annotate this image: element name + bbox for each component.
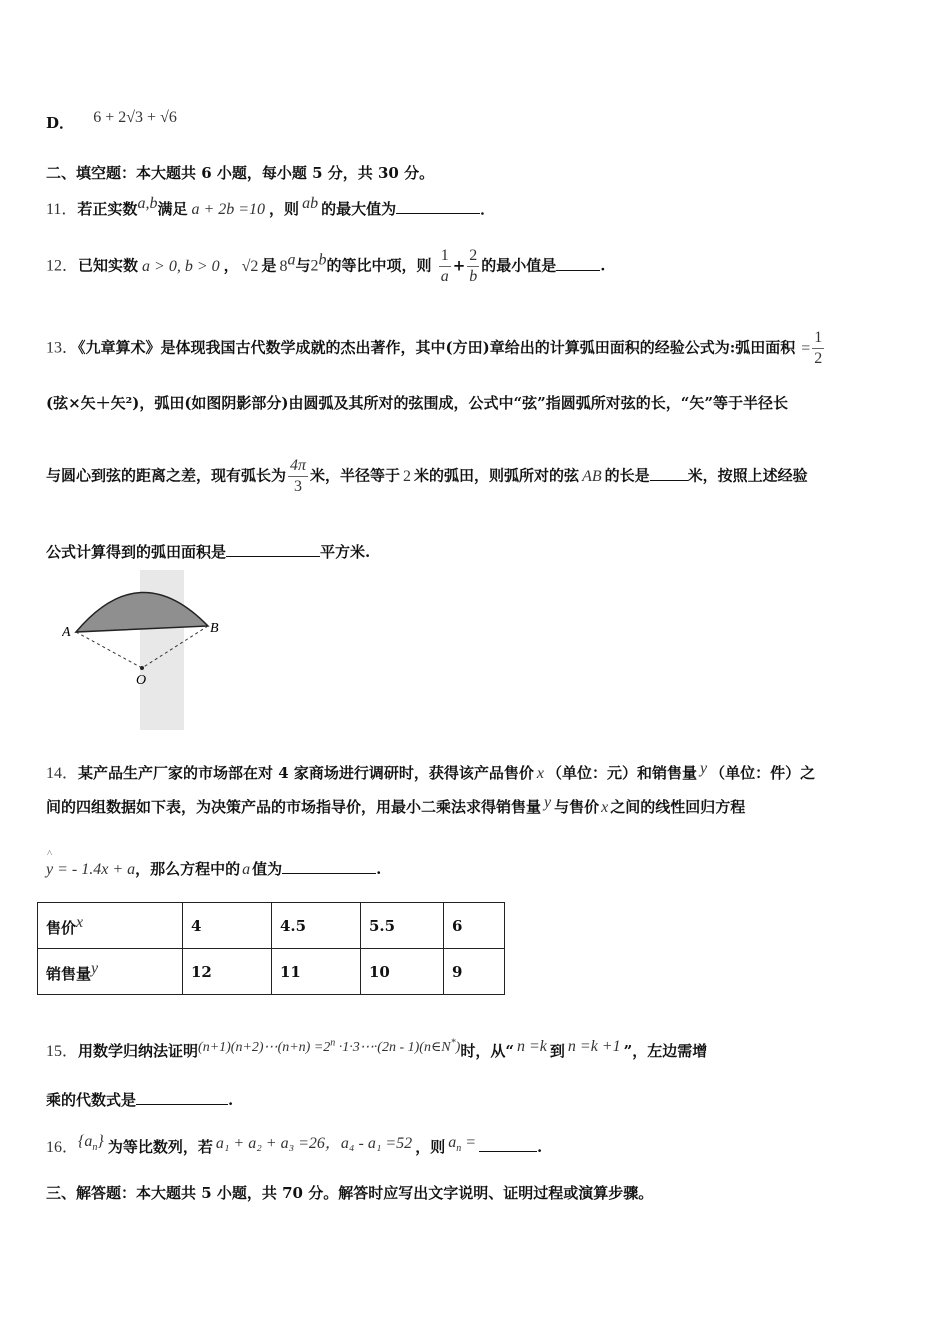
q12-text: 的最小值是 xyxy=(481,256,557,275)
row-var: y xyxy=(91,959,99,977)
q14-number: 14． xyxy=(46,765,79,782)
q15-text: 乘的代数式是 xyxy=(46,1091,137,1109)
q11-text: ，则 xyxy=(269,200,300,218)
table-row xyxy=(38,903,505,949)
table-cell: 4 xyxy=(183,903,272,949)
denominator: b xyxy=(469,268,478,285)
var-x: x xyxy=(601,799,609,816)
q13-text: 米，按照上述经验 xyxy=(687,466,808,485)
q13-text: 米，半径等于 xyxy=(310,466,401,485)
option-d-label: D． xyxy=(46,114,75,132)
q13-text: 公式计算得到的弧田面积是 xyxy=(46,543,227,561)
question-13-line-3 xyxy=(46,456,808,497)
answer-blank[interactable] xyxy=(226,542,320,557)
answer-blank[interactable] xyxy=(396,199,480,214)
q14-text: 之间的线性回归方程 xyxy=(610,798,746,816)
table-row xyxy=(38,949,505,995)
answer-blank[interactable] xyxy=(282,859,376,874)
q12-number: 12． xyxy=(46,257,79,275)
q11-text: ． xyxy=(480,200,496,218)
seq-part: {a xyxy=(78,1133,93,1150)
table-cell: 11 xyxy=(272,949,361,995)
row-header xyxy=(38,949,183,995)
regression-equation: ^ y = - 1.4x + a xyxy=(46,861,135,879)
table-cell: 4.5 xyxy=(272,903,361,949)
q12-text: ， xyxy=(223,256,239,275)
q13-number: 13． xyxy=(46,339,79,357)
denominator: a xyxy=(440,268,449,285)
var-y: y xyxy=(544,794,552,811)
q14-text: 值为 xyxy=(252,860,283,878)
q14-text: . xyxy=(376,860,382,878)
answer-blank[interactable] xyxy=(136,1090,228,1105)
question-12 xyxy=(46,246,606,287)
q12-exponent: b xyxy=(318,251,327,269)
radius-oa xyxy=(76,632,142,668)
q15-text: . xyxy=(228,1091,234,1109)
fraction-arc-length xyxy=(288,456,308,497)
seq-part: } xyxy=(97,1133,104,1150)
q13-radius: 2 xyxy=(403,467,412,485)
q11-math-product: ab xyxy=(302,195,319,212)
q11-text: 的最大值为 xyxy=(321,200,397,218)
q15-n-equals-k: n =k xyxy=(516,1038,547,1055)
option-d-expr: 6 + 2√3 + √6 xyxy=(93,109,177,126)
q12-text: . xyxy=(600,256,606,275)
section-2-heading: 二、填空题：本大题共 6 小题，每小题 5 分，共 30 分。 xyxy=(46,164,435,182)
option-d xyxy=(46,109,177,133)
eq-part: (n+1)(n+2)⋯(n+n) =2 xyxy=(198,1040,331,1055)
q16-text: ，则 xyxy=(415,1138,446,1156)
q15-equation xyxy=(198,1037,461,1055)
numerator: 4π xyxy=(288,456,308,477)
q12-text: 的等比中项，则 xyxy=(326,256,432,275)
q16-number: 16． xyxy=(46,1139,79,1156)
question-14-line-2 xyxy=(46,796,745,817)
question-15-line-1 xyxy=(46,1038,707,1061)
q11-math-ab: a,b xyxy=(137,195,158,212)
q11-condition: a + 2b =10 xyxy=(191,201,266,218)
eq-sup: n xyxy=(330,1037,336,1049)
q12-condition: a > 0, b > 0 xyxy=(142,257,220,275)
q14-text: （单位：元）和销售量 xyxy=(547,764,698,782)
question-14-line-3 xyxy=(46,858,381,879)
label-o: O xyxy=(136,673,147,688)
table-cell: 9 xyxy=(444,949,505,995)
q16-text: . xyxy=(537,1138,543,1156)
q13-text: 平方米. xyxy=(320,543,371,561)
var-x: x xyxy=(536,765,545,782)
q14-text: 间的四组数据如下表，为决策产品的市场指导价，用最小二乘法求得销售量 xyxy=(46,798,542,816)
answer-blank[interactable] xyxy=(556,256,600,271)
an-part: a xyxy=(448,1134,457,1151)
q12-text: 已知实数 xyxy=(78,256,139,275)
row-label: 销售量 xyxy=(46,964,92,983)
an-sub: n xyxy=(456,1143,462,1155)
question-13-line-2: (弦×矢＋矢²)，弧田(如图阴影部分)由圆弧及其所对的弦围成，公式中“弦”指圆弧所对弦的长，“矢”等于半径长 xyxy=(46,394,789,412)
plus-sign: + xyxy=(452,256,466,275)
row-var: x xyxy=(76,913,84,931)
answer-blank[interactable] xyxy=(479,1137,537,1152)
q16-an xyxy=(448,1134,476,1155)
q13-text: 与圆心到弦的距离之差，现有弧长为 xyxy=(46,466,287,485)
q15-number: 15． xyxy=(46,1043,79,1060)
table-cell: 12 xyxy=(183,949,272,995)
q13-text: 的长是 xyxy=(604,466,650,485)
q15-text: 到 xyxy=(549,1042,565,1060)
q13-chord-ab: AB xyxy=(582,467,602,485)
denominator: 2 xyxy=(814,350,823,367)
table-cell: 6 xyxy=(444,903,505,949)
q14-text: （单位：件）之 xyxy=(710,764,816,782)
question-15-line-2 xyxy=(46,1089,233,1110)
q14-text: 与售价 xyxy=(554,798,600,816)
eq-sup: * xyxy=(450,1037,456,1049)
q15-text: ”，左边需增 xyxy=(623,1042,708,1060)
label-b: B xyxy=(210,621,219,636)
center-point xyxy=(140,666,144,670)
q11-text: 若正实数 xyxy=(77,200,138,218)
question-13-line-4 xyxy=(46,541,370,562)
arc-field-figure xyxy=(62,570,232,730)
q16-sequence xyxy=(78,1133,104,1154)
fraction-2-over-b xyxy=(467,246,479,287)
q12-power-2: 2 xyxy=(310,257,319,275)
q12-power-8: 8 xyxy=(279,257,288,275)
q12-sqrt2: √2 xyxy=(241,257,259,275)
section-3-heading: 三、解答题：本大题共 5 小题，共 70 分。解答时应写出文字说明、证明过程或演算步骤。 xyxy=(46,1184,654,1202)
seq-sub: n xyxy=(92,1142,98,1154)
data-table xyxy=(37,902,505,995)
an-part: = xyxy=(461,1134,476,1151)
var-y: y xyxy=(700,760,708,777)
answer-blank[interactable] xyxy=(650,466,688,481)
table-cell: 5.5 xyxy=(361,903,444,949)
var-a: a xyxy=(242,861,251,878)
q11-text: 满足 xyxy=(157,200,188,218)
equals-sign: = xyxy=(801,339,811,357)
label-a: A xyxy=(62,625,71,640)
q13-text: 《九章算术》是体现我国古代数学成就的杰出著作，其中(方田)章给出的计算弧田面积的经验公式为:弧田面积 xyxy=(78,338,796,357)
eq-part: ) xyxy=(455,1040,461,1055)
question-14-line-1 xyxy=(46,760,815,783)
question-11 xyxy=(46,196,495,219)
q12-text: 与 xyxy=(295,256,311,275)
q12-exponent: a xyxy=(287,251,296,269)
eq-part: ·1·3⋯·(2n - 1)(n∈N xyxy=(335,1040,451,1055)
numerator: 1 xyxy=(439,246,451,267)
table-cell: 10 xyxy=(361,949,444,995)
fraction-one-half xyxy=(812,328,824,369)
q11-number: 11． xyxy=(46,201,78,218)
numerator: 2 xyxy=(467,246,479,267)
q13-text: 米的弧田，则弧所对的弦 xyxy=(414,466,580,485)
question-13-line-1 xyxy=(46,328,826,369)
fraction-1-over-a xyxy=(439,246,451,287)
q15-text: 用数学归纳法证明 xyxy=(78,1042,199,1060)
q16-conditions: a₁ + a₂ + a₃ =26，a₄ - a₁ =52 xyxy=(215,1135,413,1152)
numerator: 1 xyxy=(812,328,824,349)
q14-text: 某产品生产厂家的市场部在对 4 家商场进行调研时，获得该产品售价 xyxy=(78,764,534,782)
shaded-segment xyxy=(76,592,208,632)
row-label: 售价 xyxy=(46,918,77,937)
q16-text: 为等比数列，若 xyxy=(107,1138,213,1156)
denominator: 3 xyxy=(294,478,303,495)
question-16 xyxy=(46,1134,542,1159)
q15-text: 时，从“ xyxy=(460,1042,514,1060)
q12-text: 是 xyxy=(261,256,277,275)
row-header xyxy=(38,903,183,949)
q14-text: ，那么方程中的 xyxy=(135,860,241,878)
q15-n-equals-k1: n =k +1 xyxy=(567,1038,621,1055)
